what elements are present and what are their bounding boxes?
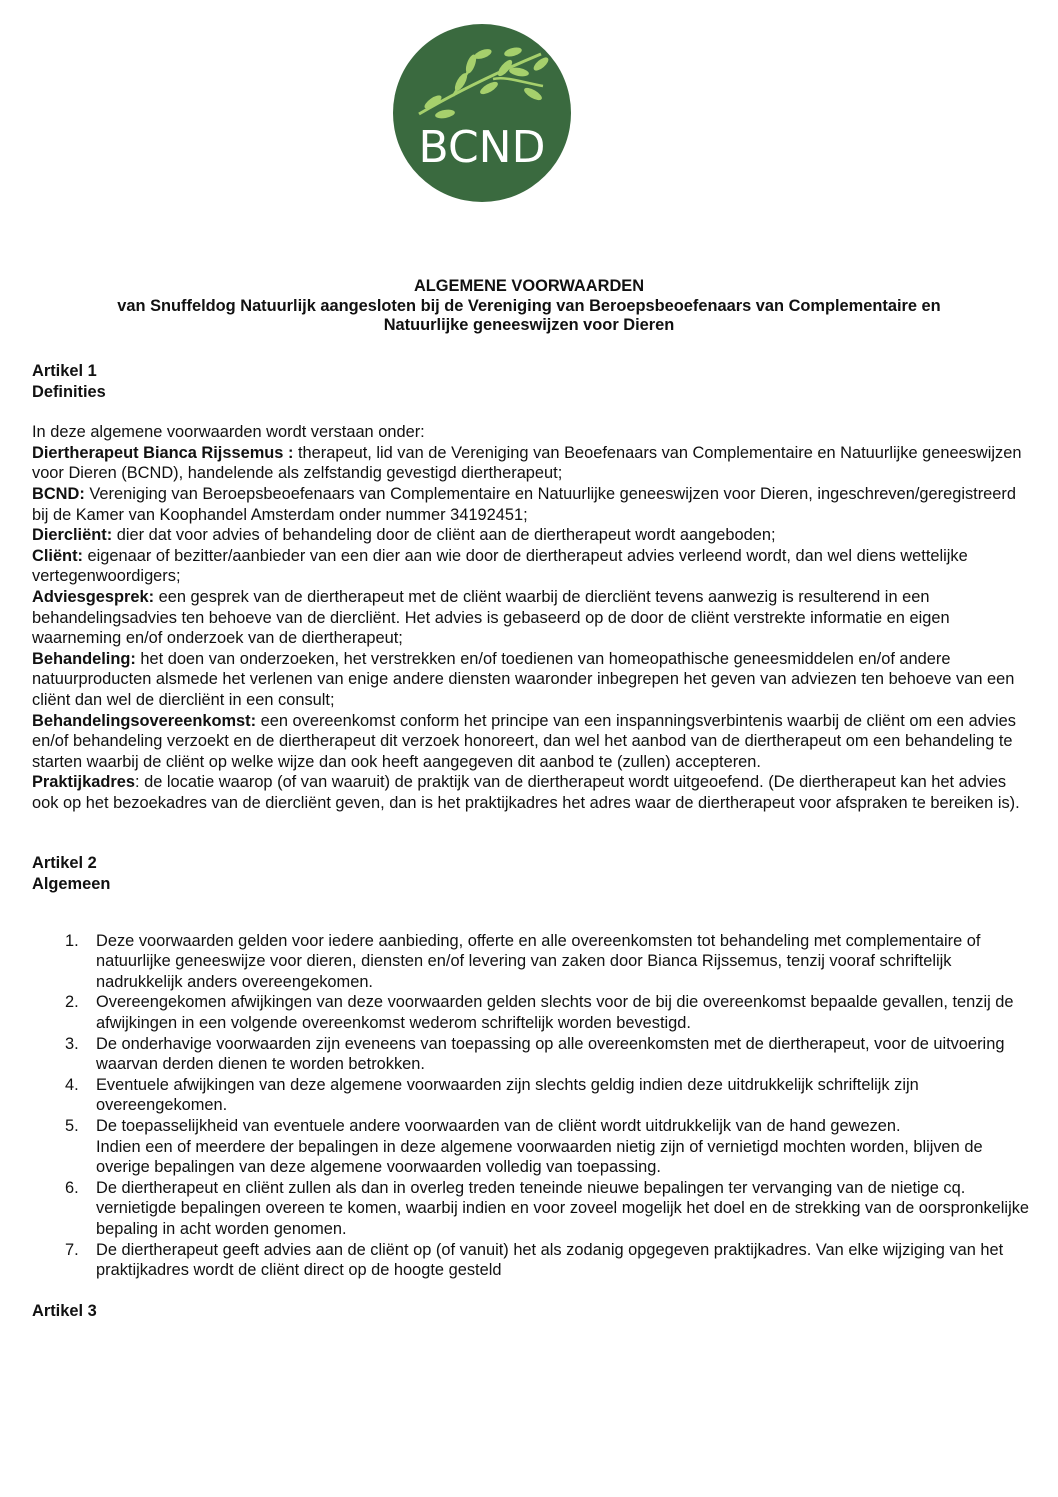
article2-list	[32, 931, 1032, 1281]
list-item	[32, 1178, 1032, 1240]
title-sub-line1: van Snuffeldog Natuurlijk aangesloten bij de Vereniging van Beroepsbeoefenaars van Complementaire en	[117, 296, 941, 315]
title-main: ALGEMENE VOORWAARDEN	[413, 277, 645, 295]
article1-subheading: Definities	[32, 382, 106, 401]
logo-text: BCND	[418, 122, 546, 173]
item-number: 6.	[65, 1178, 79, 1197]
definition-term: Cliënt:	[32, 546, 83, 565]
item-text: De diertherapeut en cliënt zullen als dan in overleg treden teneinde nieuwe bepalingen ter vervanging van de nietige cq. vernietigde bepalingen overeen te komen, waarbij indien en voor zoveel mogelijk het doel en de strekking van de oorspronkelijke bepaling in acht worden genomen.	[96, 1178, 1030, 1238]
definition-text: dier dat voor advies of behandeling door de cliënt aan de diertherapeut wordt aangeboden;	[112, 526, 776, 545]
item-number: 5.	[65, 1117, 79, 1135]
definition-text: een overeenkomst conform het principe van een inspanningsverbintenis waarbij de cliënt om een advies en/of behandeling verzoekt en de diertherapeut dit verzoek honoreert, dan wel het aanbod van de diertherapeut om een behandeling te starten waarbij de cliënt op welke wijze dan ook heeft aangegeven dit aanbod te (zullen) accepteren.	[32, 711, 1016, 771]
definition-term: BCND:	[32, 484, 85, 503]
item-number: 1.	[65, 931, 79, 950]
document-body	[32, 361, 1032, 1321]
item-text: Indien een of meerdere der bepalingen in deze algemene voorwaarden nietig zijn of vernietigd mochten worden, blijven de overige bepalingen van deze algemene voorwaarden volledig van toepassing.	[96, 1137, 983, 1177]
definition-item	[32, 525, 1032, 546]
list-item	[32, 931, 1032, 993]
definition-item	[32, 587, 1032, 649]
article1-intro: In deze algemene voorwaarden wordt verstaan onder:	[32, 423, 425, 442]
document-title	[20, 277, 1038, 336]
definition-item	[32, 546, 1032, 587]
article1-heading: Artikel 1	[32, 362, 97, 380]
definition-text: het doen van onderzoeken, het verstrekken en/of toedienen van homeopathische geneesmiddelen en/of andere natuurproducten alsmede het verlenen van enige andere diensten waaronder inbegrepen het geven van adviezen ten behoeve van een cliënt dan wel de diercliënt in een consult;	[32, 649, 1015, 709]
item-text: De diertherapeut geeft advies aan de cliënt op (of vanuit) het als zodanig opgegeven praktijkadres. Van elke wijziging van het praktijkadres wordt de cliënt direct op de hoogte gesteld	[96, 1240, 1004, 1280]
definition-term: Behandeling:	[32, 649, 136, 668]
bcnd-logo	[393, 24, 571, 202]
list-item	[32, 1034, 1032, 1075]
definition-item	[32, 711, 1032, 773]
item-number: 3.	[65, 1034, 79, 1053]
item-number: 2.	[65, 993, 79, 1012]
definition-item	[32, 772, 1032, 813]
list-item	[32, 1240, 1032, 1281]
list-item	[32, 1075, 1032, 1116]
definition-term: Behandelingsovereenkomst:	[32, 711, 257, 730]
list-item	[32, 992, 1032, 1033]
definition-term: Praktijkadres	[32, 773, 135, 792]
item-number: 7.	[65, 1240, 79, 1259]
article2-heading: Artikel 2	[32, 854, 97, 873]
olive-branch-icon	[393, 24, 571, 202]
item-text: Deze voorwaarden gelden voor iedere aanbieding, offerte en alle overeenkomsten tot behandeling met complementaire of natuurlijke geneeswijze voor dieren, diensten en/of levering van zaken door Bianca Rijssemus, tenzij vooraf schriftelijk nadrukkelijk anders overeengekomen.	[96, 931, 981, 991]
item-text: Eventuele afwijkingen van deze algemene voorwaarden zijn slechts geldig indien deze uitdrukkelijk schriftelijk zijn overeengekomen.	[96, 1075, 919, 1115]
definition-text: therapeut, lid van de Vereniging van Beoefenaars van Complementaire en Natuurlijke geneeswijzen voor Dieren (BCND), handelende als zelfstandig gevestigd diertherapeut;	[32, 443, 1022, 483]
item-text: Overeengekomen afwijkingen van deze voorwaarden gelden slechts voor de bij die overeenkomst bepaalde gevallen, tenzij de afwijkingen in een volgende overeenkomst wederom schriftelijk worden bevestigd.	[96, 993, 1014, 1033]
article2-subheading: Algemeen	[32, 875, 111, 894]
definition-text: Vereniging van Beroepsbeoefenaars van Complementaire en Natuurlijke geneeswijzen voor Dieren, ingeschreven/geregistreerd bij de Kamer van Koophandel Amsterdam onder nummer 34192451;	[32, 484, 1016, 524]
list-item-continuation	[32, 1137, 1032, 1178]
item-number: 4.	[65, 1075, 79, 1094]
item-text: De toepasselijkheid van eventuele andere voorwaarden van de cliënt wordt uitdrukkelijk van de hand gewezen.	[96, 1117, 901, 1135]
definition-text: eigenaar of bezitter/aanbieder van een dier aan wie door de diertherapeut advies verleend wordt, dan wel diens wettelijke vertegenwoordigers;	[32, 546, 968, 586]
definition-term: Adviesgesprek:	[32, 587, 155, 606]
definition-term: Diercliënt:	[32, 526, 113, 545]
definition-term: Diertherapeut Bianca Rijssemus :	[32, 443, 294, 462]
article3-heading: Artikel 3	[32, 1301, 97, 1320]
title-sub-line2: Natuurlijke geneeswijzen voor Dieren	[383, 316, 675, 334]
definition-item	[32, 649, 1032, 711]
definition-text: : de locatie waarop (of van waaruit) de praktijk van de diertherapeut wordt uitgeoefend. (De diertherapeut kan het advies ook op het bezoekadres van de diercliënt geven, dan is het praktijkadres het adres waar de diertherapeut voor afspraken te bereiken is).	[32, 773, 1020, 812]
definition-item	[32, 443, 1032, 484]
definition-text: een gesprek van de diertherapeut met de cliënt waarbij de diercliënt tevens aanwezig is resulterend in een behandelingsadvies ten behoeve van de diercliënt. Het advies is gebaseerd op de door de cliënt verstrekte informatie en eigen waarneming en/of onderzoek van de diertherapeut;	[32, 587, 950, 648]
definition-item	[32, 484, 1032, 525]
item-text: De onderhavige voorwaarden zijn eveneens van toepassing op alle overeenkomsten met de diertherapeut, voor de uitvoering waarvan derden dienen te worden betrokken.	[96, 1034, 1005, 1074]
list-item	[32, 1116, 1032, 1137]
